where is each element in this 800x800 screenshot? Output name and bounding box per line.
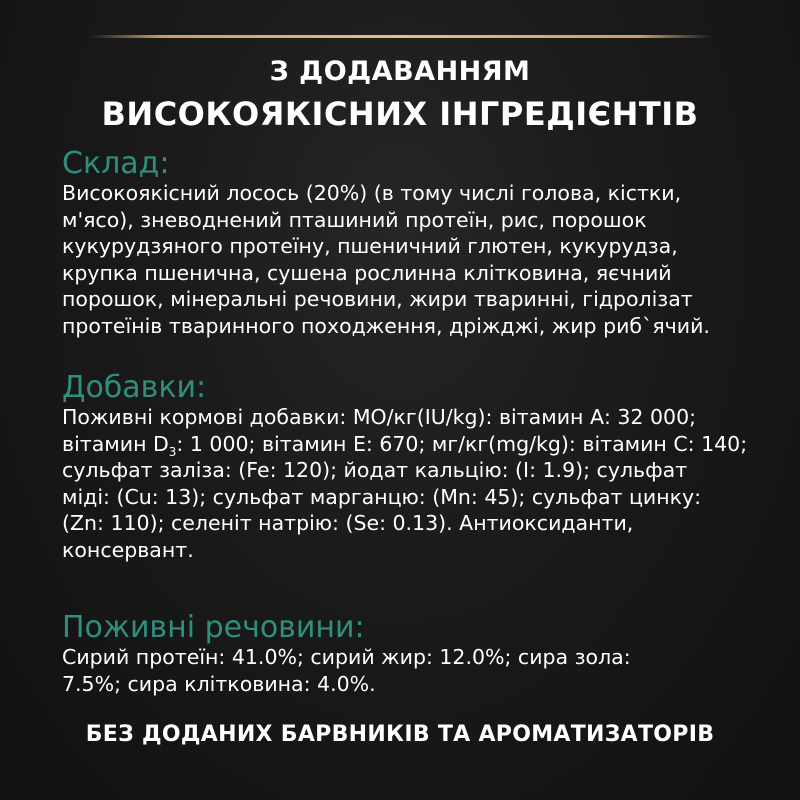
composition-line: протеїнів тваринного походження, дріжджі, жир риб`ячий. <box>62 313 710 338</box>
gold-divider-line <box>88 35 714 38</box>
nutrients-title: Поживні речовини: <box>62 610 365 645</box>
nutrients-section <box>62 612 762 697</box>
additives-section <box>62 372 762 563</box>
composition-line: крупка пшенична, сушена рослинна клітковина, яєчний <box>62 260 672 285</box>
composition-line: порошок, мінеральні речовини, жири тваринні, гідролізат <box>62 287 693 311</box>
additives-line-text: вітамин D <box>62 431 169 456</box>
additives-body <box>62 404 762 563</box>
additives-line: сульфат заліза: (Fe: 120); йодат кальцію: (I: 1.9); сульфат <box>62 458 688 482</box>
composition-line: м'ясо), зневоднений пташиний протеїн, рис, порошок <box>62 207 647 232</box>
additives-title: Добавки: <box>62 370 207 405</box>
composition-body <box>62 180 762 339</box>
composition-line: кукурудзяного протеїну, пшеничний глютен, кукурудза, <box>62 234 678 258</box>
footer-claim: БЕЗ ДОДАНИХ БАРВНИКІВ ТА АРОМАТИЗАТОРІВ <box>85 722 715 747</box>
nutrients-body <box>62 644 762 697</box>
additives-line-text: : 1 000; вітамин Е: 670; мг/кг(mg/kg): вітамин С: 140; <box>176 431 748 456</box>
nutrients-line: 7.5%; сира клітковина: 4.0%. <box>62 671 376 696</box>
headline-line-1: З ДОДАВАННЯМ <box>269 56 531 87</box>
additives-line: консервант. <box>62 537 194 562</box>
composition-title: Склад: <box>62 146 170 181</box>
additives-line <box>62 431 762 458</box>
headline-line-2: ВИСОКОЯКІСНИХ ІНГРЕДІЄНТІВ <box>101 95 699 133</box>
nutrients-line: Сирий протеїн: 41.0%; сирий жир: 12.0%; сира зола: <box>62 645 631 669</box>
composition-section <box>62 148 762 339</box>
additives-line: Поживні кормові добавки: МО/кг(IU/kg): вітамин А: 32 000; <box>62 405 697 429</box>
additives-line: (Zn: 110); селеніт натрію: (Se: 0.13). Антиоксиданти, <box>62 511 634 535</box>
additives-line: міді: (Cu: 13); сульфат марганцю: (Mn: 45); сульфат цинку: <box>62 484 702 509</box>
subscript-text: 3 <box>168 444 177 459</box>
composition-line: Високоякісний лосось (20%) (в тому числі голова, кістки, <box>62 181 682 205</box>
